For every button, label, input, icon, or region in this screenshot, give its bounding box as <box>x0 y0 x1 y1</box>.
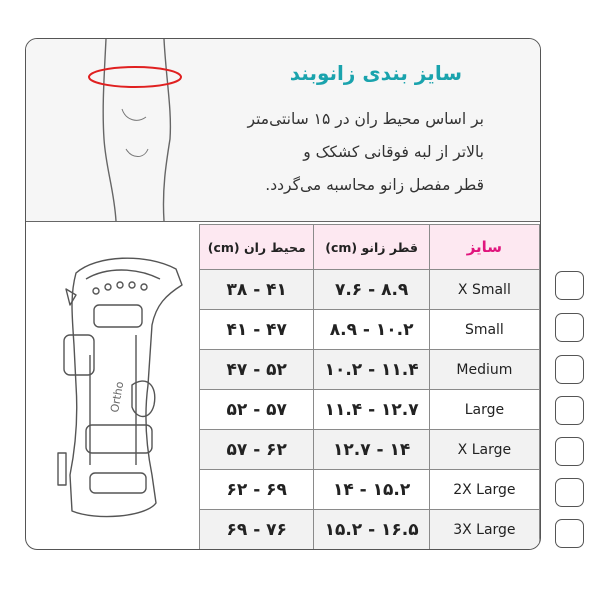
thigh-cell: ۳۸ - ۴۱ <box>200 270 314 310</box>
size-checkbox-2x-large[interactable] <box>555 478 584 507</box>
knee-cell: ۱۲.۷ - ۱۴ <box>314 430 429 470</box>
leg-outline-icon <box>86 39 206 221</box>
size-cell: Medium <box>429 350 539 390</box>
header-knee: قطر زانو (cm) <box>314 225 429 270</box>
thigh-cell: ۶۹ - ۷۶ <box>200 510 314 550</box>
knee-cell: ۸.۹ - ۱۰.۲ <box>314 310 429 350</box>
description <box>248 103 484 202</box>
size-checkbox-small[interactable] <box>555 313 584 342</box>
size-cell: 2X Large <box>429 470 539 510</box>
table-row <box>200 310 540 350</box>
size-table <box>199 224 540 550</box>
description-line: بالاتر از لبه فوقانی کشکک و <box>303 143 484 161</box>
table-header-row <box>200 225 540 270</box>
table-row <box>200 350 540 390</box>
size-checkbox-medium[interactable] <box>555 355 584 384</box>
size-cell: X Large <box>429 430 539 470</box>
header-panel <box>26 39 540 222</box>
table-row <box>200 470 540 510</box>
page-title: سایز بندی زانوبند <box>289 61 462 85</box>
size-checkbox-x-small[interactable] <box>555 271 584 300</box>
knee-cell: ۱۵.۲ - ۱۶.۵ <box>314 510 429 550</box>
size-guide-card <box>25 38 541 550</box>
thigh-cell: ۶۲ - ۶۹ <box>200 470 314 510</box>
table-row <box>200 510 540 550</box>
knee-cell: ۷.۶ - ۸.۹ <box>314 270 429 310</box>
table-row <box>200 430 540 470</box>
size-cell: X Small <box>429 270 539 310</box>
thigh-cell: ۴۷ - ۵۲ <box>200 350 314 390</box>
thigh-cell: ۴۱ - ۴۷ <box>200 310 314 350</box>
size-checkbox-x-large[interactable] <box>555 437 584 466</box>
knee-cell: ۱۰.۲ - ۱۱.۴ <box>314 350 429 390</box>
size-cell: Small <box>429 310 539 350</box>
size-cell: 3X Large <box>429 510 539 550</box>
size-checkbox-large[interactable] <box>555 396 584 425</box>
knee-brace-icon <box>36 235 186 535</box>
knee-cell: ۱۱.۴ - ۱۲.۷ <box>314 390 429 430</box>
description-line: قطر مفصل زانو محاسبه می‌گردد. <box>265 176 484 194</box>
brand-label: Ortho <box>108 380 127 414</box>
size-cell: Large <box>429 390 539 430</box>
description-line: بر اساس محیط ران در ۱۵ سانتی‌متر <box>247 110 484 128</box>
knee-cell: ۱۴ - ۱۵.۲ <box>314 470 429 510</box>
thigh-cell: ۵۲ - ۵۷ <box>200 390 314 430</box>
table-row <box>200 390 540 430</box>
thigh-cell: ۵۷ - ۶۲ <box>200 430 314 470</box>
table-row <box>200 270 540 310</box>
header-thigh: محیط ران (cm) <box>200 225 314 270</box>
size-checkbox-3x-large[interactable] <box>555 519 584 548</box>
header-size: سایز <box>429 225 539 270</box>
